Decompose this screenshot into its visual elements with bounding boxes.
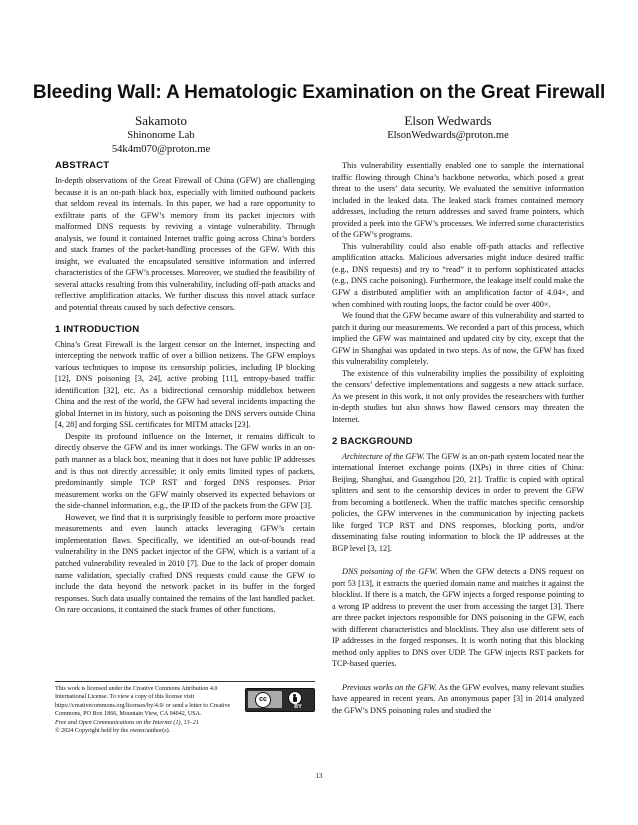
intro-paragraph-3: However, we find that it is surprisingly feasible to perform more proactive measurements and even launch attacks leveraging GFW’s certain implementation flaws. Specifically, we identified an out-of-bounds read vulnerability in the DNS packet injector of the GFW, which is a variant of a patched vulnerability revealed in 2010 [7]. Due to the lack of proper domain name validation, specially crafted DNS requests could cause the GFW to include the data beyond the network packet in its buffer in the forged responses. Such data usually contained the remains of the last handled packet. On rare occasions, it contained the stack frames of other functions.	[55, 512, 315, 615]
author-block-2	[368, 113, 528, 143]
cc-logo-icon: cc	[255, 692, 271, 708]
author-name: Elson Wedwards	[404, 113, 492, 128]
introduction-heading: 1 INTRODUCTION	[55, 323, 140, 335]
background-previous-works-paragraph	[332, 682, 584, 717]
author-email: ElsonWedwards@proton.me	[387, 130, 509, 141]
author-block-1	[106, 113, 216, 157]
dns-poisoning-text: When the GFW detects a DNS request on port 53 [13], it extracts the queried domain name and matches it against the blocklist. If there is a match, the GFW injects a forged response pointing to a wrong IP address to prevent the user from accessing the target [3]. There are three packet injectors responsible for DNS poisoning in the GFW, each with different characteristics and blocklists. They also use different sets of IP addresses in the forged responses. It is worth noting that this blocking method only applies to DNS over UDP. The GFW injects RST packets for TCP-based queries.	[332, 567, 584, 669]
license-footnote	[55, 681, 315, 735]
copyright-line: © 2024 Copyright held by the owner/author(s).	[55, 728, 171, 735]
abstract-heading: ABSTRACT	[55, 160, 110, 171]
right-paragraph-1: This vulnerability essentially enabled one to sample the international traffic flowing through China’s backbone networks, which posed a great threat to the users’ data security. We evaluated the sensitive information included in the leaked data. The leaked stack frames contained memory addresses, including the return addresses and saved frame pointers, which provided a peek into the GFW’s processes. We inferred some characteristics of the GFW’s programs.	[332, 161, 584, 240]
abstract-text: In-depth observations of the Great Firewall of China (GFW) are challenging because it is an on-path black box, especially with limited outbound packets that seldom reveal its internals. In this paper, we had a rare opportunity to exfiltrate parts of the GFW’s memory from its packet injectors with malformed DNS requests by reviving a vintage vulnerability. Through analysis, we found it contained Internet traffic going across China’s borders and stack frames of the packet-handling processes of the GFW. With this insight, we evaluated the encapsulated sensitive information and inferred characteristics of the GFW’s processes. Moreover, we studied the feasibility of several attacks resulting from this vulnerability, including off-path attacks and reflective amplification attacks. We further discuss this novel attack surface and potential threats caused by such defective censors.	[55, 176, 315, 313]
right-paragraph-2: This vulnerability could also enable off-path attacks and reflective amplification attacks. Malicious adversaries might induce desired traffic (e.g., DNS requests) and try to “read” it to perform sophisticated attacks (e.g., DNS cache poisoning). Furthermore, the leakage itself could make the GFW a distributed amplifier with an amplification factor of 4.04×, and when combined with routing loops, the factor could be over 400×.	[332, 241, 584, 309]
paper-title: Bleeding Wall: A Hematologic Examination on the Great Firewall	[32, 82, 606, 103]
author-email: 54k4m070@proton.me	[111, 144, 211, 155]
previous-works-text: As the GFW evolves, many relevant studies have appeared in recent years. An anonymous paper [3] in 2014 analyzed the GFW’s DNS poisoning rules and studied the	[332, 682, 584, 715]
left-column	[55, 160, 315, 616]
previous-works-label: Previous works on the GFW.	[342, 682, 437, 692]
author-affiliation: Shinonome Lab	[127, 130, 195, 141]
right-column	[332, 160, 584, 716]
architecture-text: The GFW is an on-path system located near the international Internet exchange points (IXPs) in three cities of China: Beijing, Shanghai, and Guangzhou [20, 21]. Traffic is copied with optical splitters and sent to the censorship devices in order to prevent the GFW from becoming a bottleneck. When the traffic matches specific censorship policies, the GFW intervenes in the communication by injecting packets like forged TCP RST and DNS responses, blocking ports, and/or disseminating false routing information to block the IP addresses at the BGP level [3, 12].	[332, 451, 584, 553]
right-paragraph-4: The existence of this vulnerability implies the possibility of exploiting the censors’ defective implementations and suggests a new attack surface. As we present in this work, it not only provides the researchers with further in-depth studies but also shows how flawed censors may threaten the Internet.	[332, 368, 584, 425]
cc-by-license-badge	[245, 688, 315, 712]
license-text: This work is licensed under the Creative Commons Attribution 4.0 International License. To view a copy of this license visit https://creativecommons.org/licenses/by/4.0/ or send a letter to Creative Commons, PO Box 1866, Mountain View, CA 94042, USA.	[55, 686, 231, 718]
page-number: 13	[315, 772, 323, 780]
cc-badge-left	[248, 691, 282, 708]
venue-line: Free and Open Communications on the Internet (1), 13–21	[55, 719, 199, 726]
intro-paragraph-2: Despite its profound influence on the Internet, it remains difficult to directly observe the GFW and its inner workings. The GFW works in an on-path manner as a black box, meaning that it does not have public IP addresses and is thus not directly accessible; it only emits limited types of packets, predominantly simple TCP RST and forged DNS responses. Prior measurement works on the GFW mainly observed its expected behaviors or the side-channel information, e.g., the IP ID of the packets from the GFW [3].	[55, 431, 315, 511]
by-label: BY	[294, 704, 302, 710]
background-dns-paragraph	[332, 566, 584, 670]
right-paragraph-3: We found that the GFW became aware of this vulnerability and started to patch it during our measurements. We recorded a part of this process, which implied the GFW was maintained and updated city by city, except that the GFW in Shanghai was updated in two steps. As of now, the GFW has fixed this vulnerability completely.	[332, 311, 584, 367]
dns-poisoning-label: DNS poisoning of the GFW.	[342, 567, 438, 577]
intro-paragraph-1: China’s Great Firewall is the largest censor on the Internet, inspecting and intercepting the network traffic of over a billion netizens. The GFW employs various techniques to impose its censorship policies, including IP blocking [12], DNS poisoning [3, 24], active probing [11], entropy-based traffic identification [32], etc. As a bidirectional censorship middlebox between China and the rest of the world, the GFW had several incidents impacting the global Internet in its history, such as poisoning the DNS servers outside China [4, 28] and forging SSL certificates for MITM attacks [23].	[55, 339, 315, 430]
background-architecture-paragraph	[332, 451, 584, 555]
author-name: Sakamoto	[135, 113, 187, 128]
background-heading: 2 BACKGROUND	[332, 435, 413, 447]
architecture-label: Architecture of the GFW.	[342, 451, 425, 461]
